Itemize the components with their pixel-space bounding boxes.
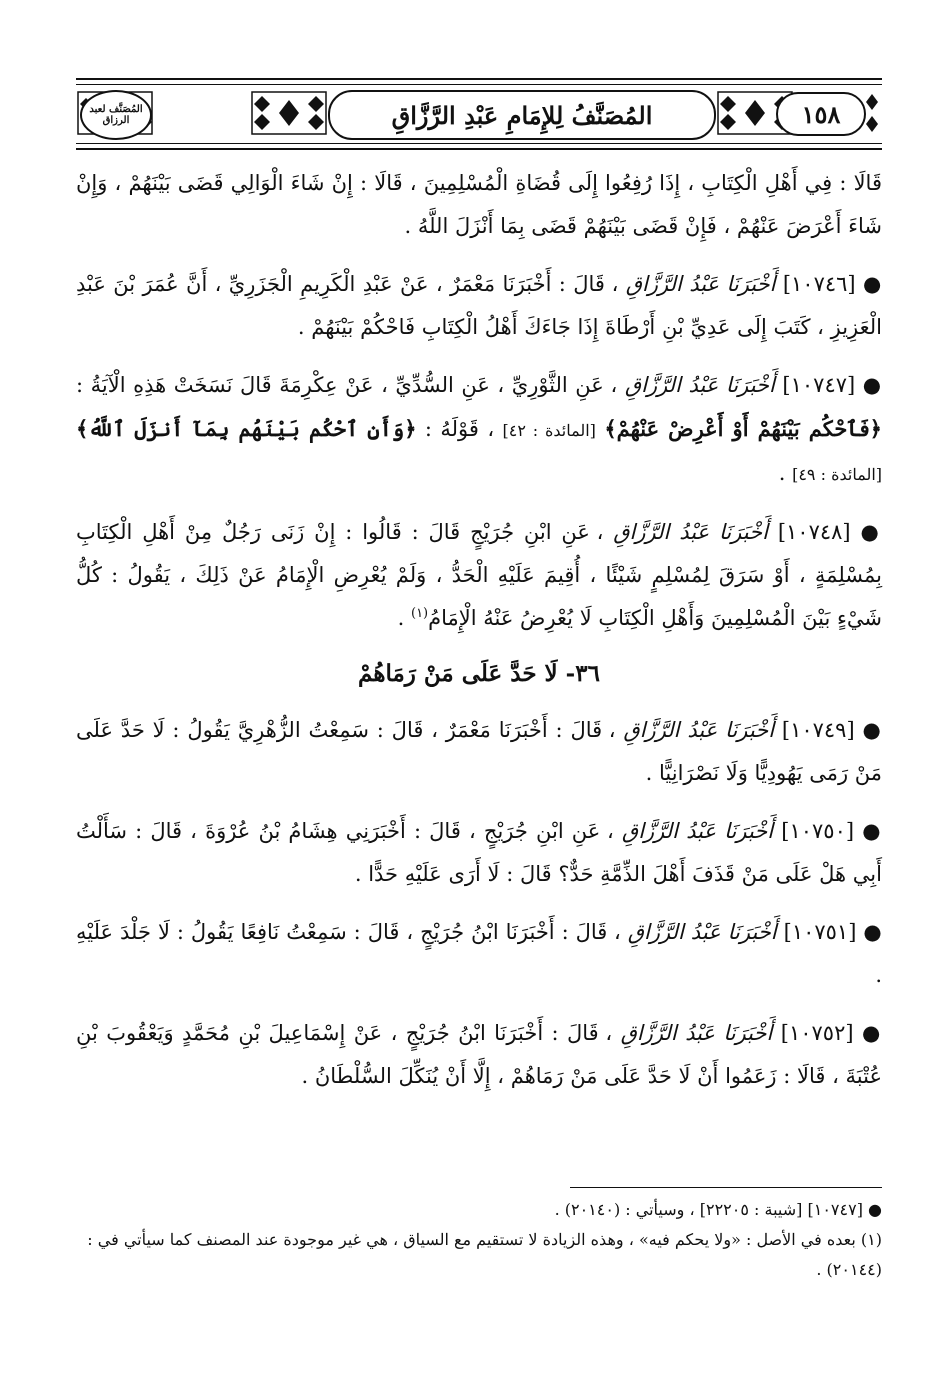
hadith-number: [١٠٧٥٠]	[781, 819, 855, 843]
verse-citation: [المائدة : ٤٩]	[792, 465, 882, 484]
footnote-marker[interactable]: (١)	[410, 606, 429, 621]
bullet-mark: ●	[862, 372, 882, 397]
isnad-opening: أَخْبَرَنَا عَبْدُ الرَّزَّاقِ	[625, 272, 776, 296]
footnote-note	[76, 1225, 882, 1285]
hadith-text: ، قَالَ : أَخْبَرَنَا مَعْمَرٌ ، قَالَ : سَمِعْتُ الزُّهْرِيَّ يَقُولُ : لَا حَدَّ عَلَى مَنْ رَمَى يَهُودِيًّا وَلَا نَصْرَانِيًّا .	[76, 718, 882, 785]
footnote-separator	[570, 1187, 882, 1188]
isnad-opening: أَخْبَرَنَا عَبْدُ الرَّزَّاقِ	[624, 373, 775, 397]
page-header	[76, 78, 882, 150]
hadith-entry	[76, 809, 882, 896]
paragraph	[76, 162, 882, 248]
header-rule	[76, 84, 882, 85]
isnad-opening: أَخْبَرَنَا عَبْدُ الرَّزَّاقِ	[620, 1021, 773, 1045]
bullet-mark: ●	[861, 1020, 883, 1045]
hadith-entry	[76, 262, 882, 349]
hadith-number: [١٠٧٤٧]	[782, 373, 856, 397]
hadith-text-mid: ، قَوْلَهُ :	[424, 417, 495, 441]
verse-citation: [المائدة : ٤٢]	[502, 421, 596, 440]
hadith-text: ، عَنِ ابْنِ جُرَيْجٍ قَالَ : قَالُوا : إِنْ زَنَى رَجُلٌ مِنْ أَهْلِ الْكِتَابِ بِمُسْلِمَةٍ ، أَوْ سَرَقَ لِمُسْلِمٍ شَيْئًا ، أُقِيمَ عَلَيْهِ الْحَدُّ ، وَلَمْ يُعْرِضِ الْإِمَامُ عَنْ ذَلِكَ ، يَقُولُ : كُلُّ شَيْءٍ بَيْنَ الْمُسْلِمِينَ وَأَهْلِ الْكِتَابِ لَا يُعْرِضُ عَنْهُ الْإِمَامُ	[76, 520, 882, 630]
hadith-entry	[76, 1011, 882, 1098]
hadith-text: ، قَالَ : أَخْبَرَنَا ابْنُ جُرَيْجٍ ، عَنْ إِسْمَاعِيلَ بْنِ مُحَمَّدٍ وَيَعْقُوبَ بْنِ عُتْبَةَ ، قَالَا : زَعَمُوا أَنْ لَا حَدَّ عَلَى مَنْ رَمَاهُمْ ، إِلَّا أَنْ يُنَكِّلَ السُّلْطَانُ .	[76, 1021, 882, 1088]
hadith-entry	[76, 910, 882, 997]
footnotes	[76, 1195, 882, 1285]
header-rule	[76, 78, 882, 80]
header-rule	[76, 143, 882, 144]
quran-verse: ﴿فَٱحْكُم بَيْنَهُمْ أَوْ أَعْرِضْ عَنْهُمْ﴾	[604, 416, 882, 441]
hadith-text-end: .	[397, 606, 405, 630]
isnad-opening: أَخْبَرَنَا عَبْدُ الرَّزَّاقِ	[613, 520, 768, 544]
hadith-text: ، قَالَ : أَخْبَرَنَا مَعْمَرٌ ، عَنْ عَبْدِ الْكَرِيمِ الْجَزَرِيِّ ، أَنَّ عُمَرَ بْنَ عَبْدِ الْعَزِيزِ ، كَتَبَ إِلَى عَدِيِّ بْنِ أَرْطَاةَ إِذَا جَاءَكَ أَهْلُ الْكِتَابِ فَاحْكُمْ بَيْنَهُمْ .	[76, 272, 882, 339]
quran-verse: ﴿وَأَنِ ٱحْكُم بَيْنَهُم بِمَآ أَنزَلَ ٱللَّهُ﴾	[76, 416, 417, 441]
footnote-source	[76, 1195, 882, 1225]
page-number-frame	[776, 92, 866, 136]
bullet-mark: ●	[862, 717, 882, 742]
hadith-text: ، عَنِ الثَّوْرِيِّ ، عَنِ السُّدِّيِّ ، عَنْ عِكْرِمَةَ قَالَ نَسَخَتْ هَذِهِ الْآيَةُ :	[76, 373, 618, 397]
hadith-text: ، عَنِ ابْنِ جُرَيْجٍ ، قَالَ : أَخْبَرَنِي هِشَامُ بْنُ عُرْوَةَ ، قَالَ : سَأَلْتُ أَبِي هَلْ عَلَى مَنْ قَذَفَ أَهْلَ الذِّمَّةِ حَدٌّ؟ قَالَ : لَا أَرَى عَلَيْهِ حَدًّا .	[76, 819, 882, 886]
paragraph-text: قَالَا : فِي أَهْلِ الْكِتَابِ ، إِذَا رُفِعُوا إِلَى قُضَاةِ الْمُسْلِمِينَ ، قَالَا : إِنْ شَاءَ الْوَالِي قَضَى بَيْنَهُمْ ، وَإِنْ شَاءَ أَعْرَضَ عَنْهُمْ ، فَإِنْ قَضَى بَيْنَهُمْ قَضَى بِمَا أَنْزَلَ اللَّهُ .	[76, 171, 882, 238]
ornament-right	[862, 88, 882, 138]
hadith-number: [١٠٧٥٢]	[780, 1021, 854, 1045]
hadith-number: [١٠٧٤٩]	[781, 718, 855, 742]
page-number: ١٥٨	[801, 99, 841, 129]
bullet-mark: ●	[863, 919, 882, 944]
hadith-entry	[76, 363, 882, 496]
hadith-entry	[76, 510, 882, 640]
hadith-number: [١٠٧٥١]	[783, 920, 857, 944]
bullet-mark: ●	[863, 271, 883, 296]
bullet-mark: ●	[868, 1200, 882, 1219]
isnad-opening: أَخْبَرَنَا عَبْدُ الرَّزَّاقِ	[621, 819, 774, 843]
footnote-text: (١) بعده في الأصل : «ولا يحكم فيه» ، وهذه الزيادة لا تستقيم مع السياق ، هي غير موجودة عند المصنف كما سيأتي في : (٢٠١٤٤) .	[87, 1230, 882, 1279]
hadith-entry	[76, 708, 882, 795]
ornament-center-left	[250, 88, 328, 138]
running-title-frame	[328, 90, 716, 140]
page-body	[76, 160, 882, 1112]
hadith-text: ، قَالَ : أَخْبَرَنَا ابْنُ جُرَيْجٍ ، قَالَ : سَمِعْتُ نَافِعًا يَقُولُ : لَا جَلْدَ عَلَيْهِ .	[76, 920, 882, 987]
bullet-mark: ●	[860, 519, 882, 544]
header-rule	[76, 148, 882, 150]
running-title: المُصَنَّفُ لِلإِمَامِ عَبْدِ الرَّزَّاقِ	[391, 100, 653, 130]
book-seal	[80, 90, 152, 140]
footnote-text: [١٠٧٤٧] [شيبة : ٢٢٢٠٥] ، وسيأتي : (٢٠١٤٠) .	[554, 1200, 863, 1219]
hadith-number: [١٠٧٤٨]	[777, 520, 851, 544]
bullet-mark: ●	[862, 818, 882, 843]
isnad-opening: أَخْبَرَنَا عَبْدُ الرَّزَّاقِ	[627, 920, 777, 944]
seal-text: المُصَنَّف لعبد الرزاق	[89, 104, 143, 126]
hadith-number: [١٠٧٤٦]	[782, 272, 856, 296]
section-heading: ٣٦- لَا حَدَّ عَلَى مَنْ رَمَاهُمْ	[358, 660, 600, 687]
hadith-text-end: .	[778, 461, 786, 485]
isnad-opening: أَخْبَرَنَا عَبْدُ الرَّزَّاقِ	[623, 718, 775, 742]
